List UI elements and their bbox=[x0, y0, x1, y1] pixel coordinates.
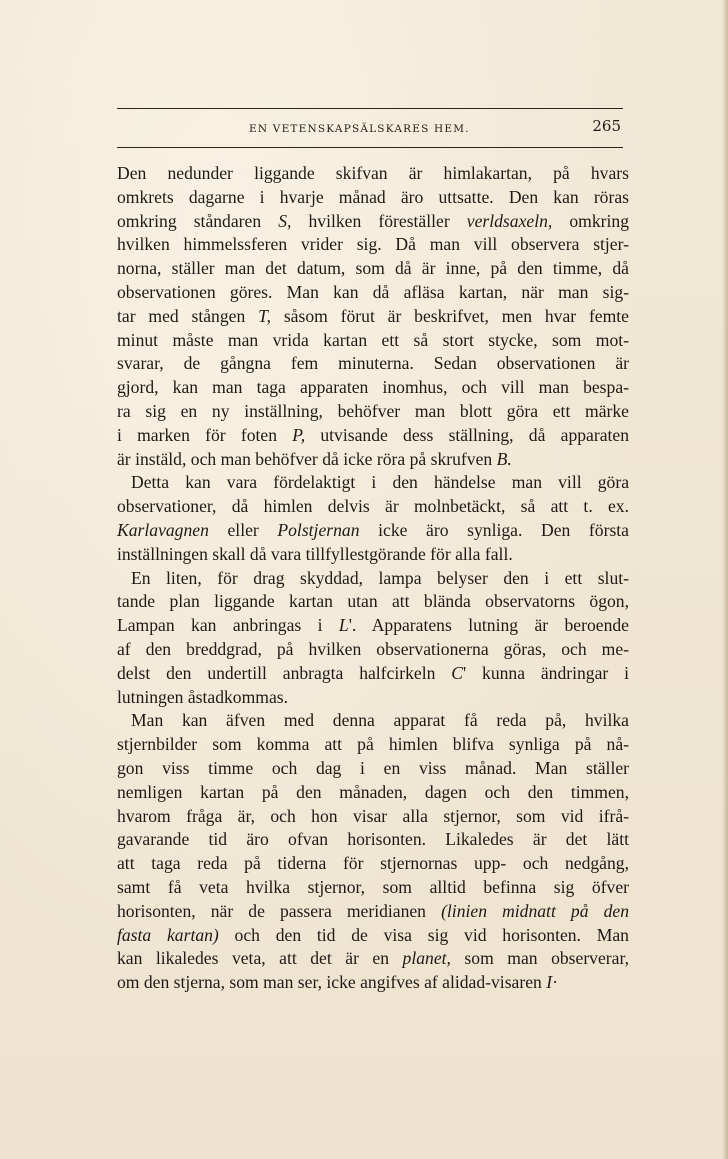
text-line bbox=[117, 400, 629, 424]
text-run: minut måste man vrida kartan ett så stort stycke, som mot- bbox=[117, 329, 629, 350]
text-line bbox=[117, 638, 629, 662]
text-run: samt få veta hvilka stjernor, som alltid befinna sig öfver bbox=[117, 876, 629, 897]
text-run: svarar, de gångna fem minuterna. Sedan observationen är bbox=[117, 353, 629, 374]
text-run: gon viss timme och dag i en viss månad. Man ställer bbox=[117, 757, 629, 778]
text-line bbox=[117, 376, 629, 400]
text-run: delst den undertill anbragta halfcirkeln bbox=[117, 662, 452, 683]
italic-text: Polstjernan bbox=[277, 519, 360, 540]
text-run: att taga reda på tiderna för stjernornas upp- och nedgång, bbox=[117, 853, 629, 874]
italic-text: T, bbox=[258, 305, 271, 326]
italic-text: verldsaxeln, bbox=[466, 210, 553, 231]
text-run: ra sig en ny inställning, behöfver man blott göra ett märke bbox=[117, 400, 629, 421]
italic-text: L bbox=[338, 615, 349, 636]
text-line bbox=[117, 852, 629, 876]
paragraph bbox=[117, 162, 629, 471]
text-line bbox=[117, 876, 629, 900]
text-line bbox=[117, 924, 629, 948]
text-line bbox=[117, 495, 629, 519]
text-line bbox=[117, 519, 629, 543]
text-line bbox=[117, 543, 629, 567]
text-run: En liten, för drag skyddad, lampa belyser den i ett slut- bbox=[131, 567, 629, 588]
body-text bbox=[117, 162, 629, 995]
text-run: såsom förut är beskrifvet, men hvar femte bbox=[270, 305, 629, 326]
text-run: nemligen kartan på den månaden, dagen och den timmen, bbox=[117, 781, 629, 802]
text-run: Lampan kan anbringas i bbox=[117, 615, 339, 636]
text-line bbox=[117, 947, 629, 971]
text-run: · bbox=[552, 972, 558, 993]
text-line bbox=[117, 971, 629, 995]
text-run: horisonten, när de passera meridianen bbox=[117, 900, 442, 921]
paragraph bbox=[117, 709, 629, 995]
text-run: som man observerar, bbox=[450, 948, 629, 969]
text-line bbox=[117, 448, 629, 472]
text-line bbox=[117, 757, 629, 781]
running-title: EN VETENSKAPSÄLSKARES HEM. bbox=[249, 123, 470, 135]
text-line bbox=[117, 305, 629, 329]
text-line bbox=[117, 424, 629, 448]
text-line bbox=[117, 162, 629, 186]
text-run: omkrets dagarne i hvarje månad äro uttsatte. Den kan röras bbox=[117, 186, 629, 207]
text-run: inställningen skall då vara tillfyllestgörande för alla fall. bbox=[117, 543, 513, 564]
text-run: icke äro synliga. Den första bbox=[359, 519, 629, 540]
text-line bbox=[117, 352, 629, 376]
text-line bbox=[117, 257, 629, 281]
text-run: eller bbox=[208, 519, 278, 540]
italic-text: Karlavagnen bbox=[117, 519, 209, 540]
text-run: om den stjerna, som man ser, icke angifves af alidad-visaren bbox=[117, 972, 547, 993]
text-run: stjernbilder som komma att på himlen blifva synliga på nå- bbox=[117, 734, 629, 755]
text-line bbox=[117, 471, 629, 495]
text-run: ' kunna ändringar i bbox=[463, 662, 630, 683]
text-run: tar med stången bbox=[117, 305, 259, 326]
text-line bbox=[117, 781, 629, 805]
text-line bbox=[117, 233, 629, 257]
text-run: och den tid de visa sig vid horisonten. Man bbox=[218, 924, 629, 945]
text-run: af den breddgrad, på hvilken observationerna göras, och me- bbox=[117, 638, 629, 659]
italic-text: I bbox=[546, 972, 553, 993]
paragraph bbox=[117, 471, 629, 566]
italic-text: C bbox=[451, 662, 463, 683]
text-run: är instäld, och man behöfver då icke röra på skrufven bbox=[117, 448, 497, 469]
text-line bbox=[117, 686, 629, 710]
text-run: hvilken himmelssferen vrider sig. Då man vill observera stjer- bbox=[117, 234, 629, 255]
text-line bbox=[117, 281, 629, 305]
text-run: hvilken föreställer bbox=[291, 210, 467, 231]
text-line bbox=[117, 614, 629, 638]
paragraph bbox=[117, 567, 629, 710]
text-run: gjord, kan man taga apparaten inomhus, och vill man bespa- bbox=[117, 377, 629, 398]
text-run: observationen göres. Man kan då afläsa kartan, när man sig- bbox=[117, 281, 629, 302]
text-run: Detta kan vara fördelaktigt i den händelse man vill göra bbox=[131, 472, 629, 493]
text-run: gavarande tid äro ofvan horisonten. Likaledes är det lätt bbox=[117, 829, 629, 850]
italic-text: S, bbox=[278, 210, 292, 231]
text-run: kan likaledes veta, att det är en bbox=[117, 948, 403, 969]
text-run: lutningen åstadkommas. bbox=[117, 686, 289, 707]
italic-text: planet, bbox=[402, 948, 451, 969]
text-line bbox=[117, 567, 629, 591]
text-line bbox=[117, 805, 629, 829]
text-line bbox=[117, 210, 629, 234]
italic-text: (linien midnatt på den bbox=[441, 900, 629, 921]
text-line bbox=[117, 329, 629, 353]
italic-text: fasta kartan) bbox=[117, 924, 219, 945]
text-run: i marken för foten bbox=[117, 424, 293, 445]
text-line bbox=[117, 662, 629, 686]
text-line bbox=[117, 733, 629, 757]
text-line bbox=[117, 900, 629, 924]
text-run: Man kan äfven med denna apparat få reda på, hvilka bbox=[131, 710, 629, 731]
text-run: norna, ställer man det datum, som då är inne, på den timme, då bbox=[117, 258, 629, 279]
running-header bbox=[117, 108, 623, 148]
text-run: hvarom fråga är, och hon visar alla stjernor, som vid ifrå- bbox=[117, 805, 629, 826]
text-run: '. Apparatens lutning är beroende bbox=[348, 615, 629, 636]
text-run: observationer, då himlen delvis är molnbetäckt, så att t. ex. bbox=[117, 496, 629, 517]
text-line bbox=[117, 590, 629, 614]
text-run: omkring ståndaren bbox=[117, 210, 279, 231]
text-line bbox=[117, 709, 629, 733]
text-line bbox=[117, 186, 629, 210]
italic-text: B. bbox=[496, 448, 512, 469]
text-run: utvisande dess ställning, då apparaten bbox=[305, 424, 630, 445]
text-line bbox=[117, 828, 629, 852]
italic-text: P, bbox=[292, 424, 306, 445]
text-run: Den nedunder liggande skifvan är himlakartan, på hvars bbox=[117, 163, 629, 183]
text-run: omkring bbox=[552, 210, 629, 231]
page-number: 265 bbox=[592, 117, 621, 135]
text-run: tande plan liggande kartan utan att blända observatorns ögon, bbox=[117, 591, 629, 612]
